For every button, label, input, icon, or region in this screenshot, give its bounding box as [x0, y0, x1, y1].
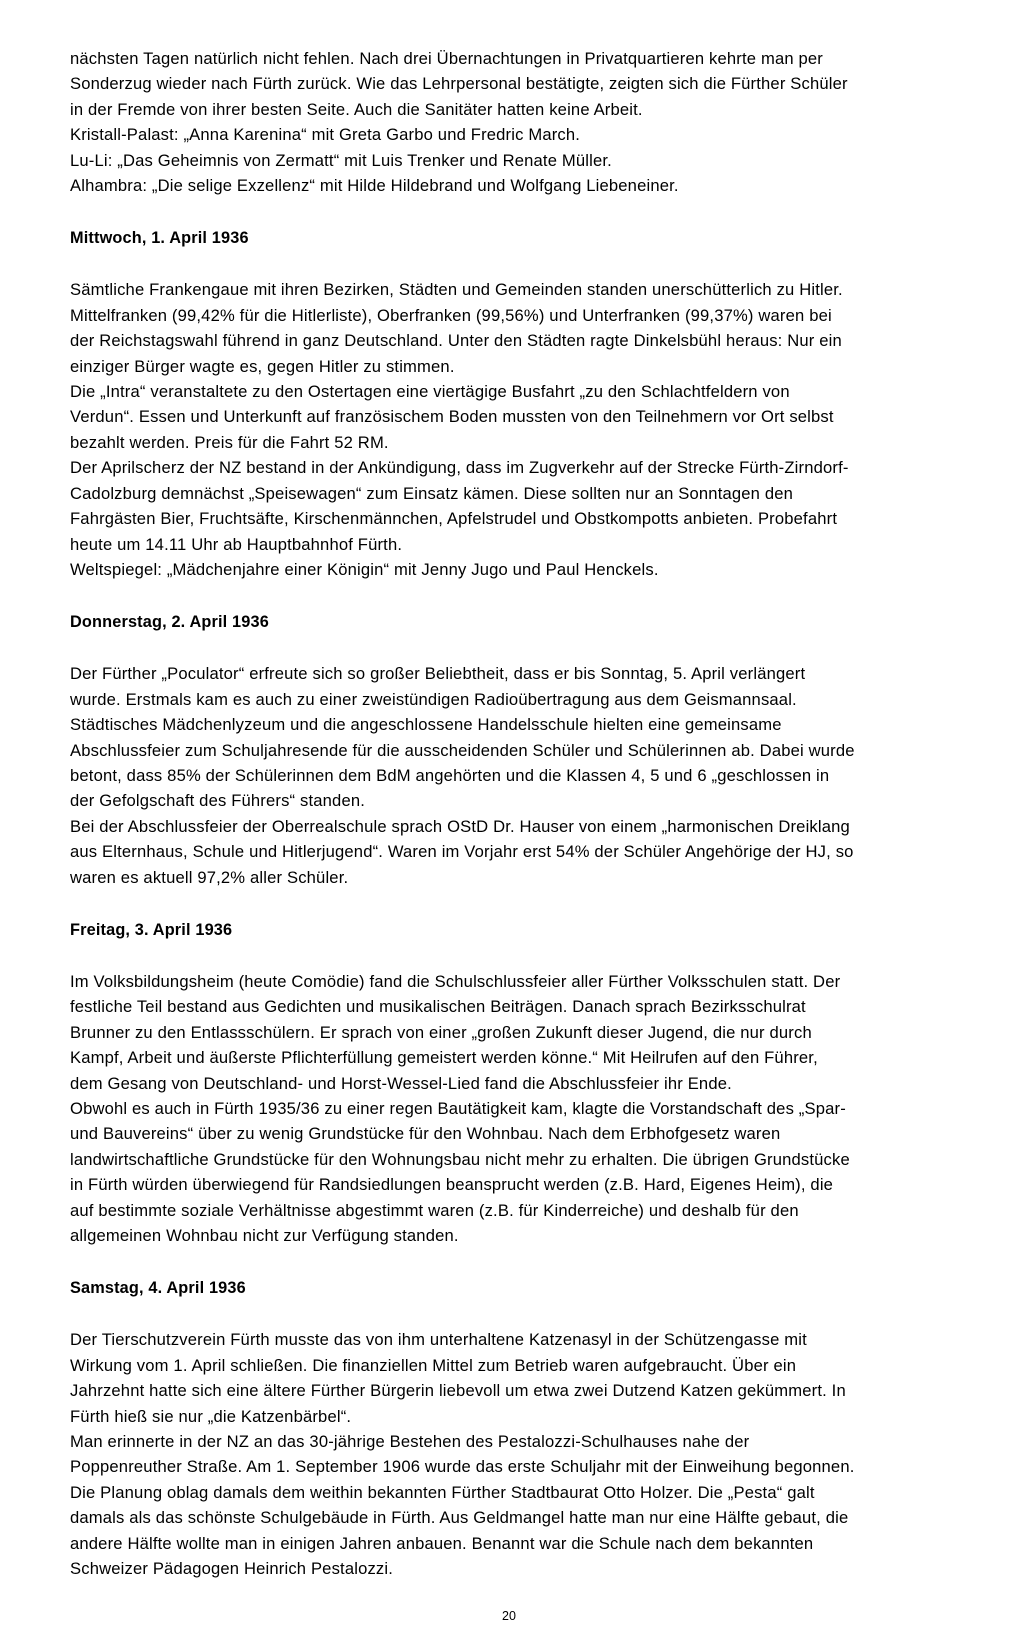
paragraph-line: Schweizer Pädagogen Heinrich Pestalozzi.: [70, 1559, 394, 1579]
paragraph-line: dem Gesang von Deutschland- und Horst-Wessel-Lied fand die Abschlussfeier ihr Ende.: [70, 1073, 732, 1093]
paragraph-line: Städtisches Mädchenlyzeum und die angeschlossene Handelsschule hielten eine gemeinsame: [70, 715, 782, 735]
paragraph-line: der Gefolgschaft des Führers“ standen.: [70, 791, 366, 811]
heading-text: Mittwoch, 1. April 1936: [70, 229, 249, 248]
paragraph-line: Kampf, Arbeit und äußerste Pflichterfüllung gemeistert werden könne.“ Mit Heilrufen auf den Führer,: [70, 1048, 818, 1068]
heading-text: Freitag, 3. April 1936: [70, 920, 233, 939]
text-block: [70, 46, 928, 198]
paragraph-line: waren es aktuell 97,2% aller Schüler.: [70, 867, 349, 887]
paragraph-line: Jahrzehnt hatte sich eine ältere Fürther Bürgerin liebevoll um etwa zwei Dutzend Katzen gekümmert. In: [70, 1381, 846, 1401]
section-heading-mittwoch: [70, 226, 928, 251]
page-number: 20: [502, 1608, 516, 1623]
paragraph-line: wurde. Erstmals kam es auch zu einer zweistündigen Radioübertragung aus dem Geismannsaal.: [70, 689, 797, 709]
paragraph-line: Der Tierschutzverein Fürth musste das von ihm unterhaltene Katzenasyl in der Schützengasse mit: [70, 1330, 807, 1350]
paragraph-line: Die „Intra“ veranstaltete zu den Ostertagen eine viertägige Busfahrt „zu den Schlachtfeldern von: [70, 382, 790, 402]
paragraph-line: Cadolzburg demnächst „Speisewagen“ zum Einsatz kämen. Diese sollten nur an Sonntagen den: [70, 483, 794, 503]
text-block: [70, 1327, 928, 1581]
paragraph-line: Verdun“. Essen und Unterkunft auf französischem Boden mussten von den Teilnehmern vor Ort selbst: [70, 407, 834, 427]
paragraph-line: Sämtliche Frankengaue mit ihren Bezirken, Städten und Gemeinden standen unerschütterlich zu Hitler.: [70, 280, 843, 300]
paragraph-line: damals als das schönste Schulgebäude in Fürth. Aus Geldmangel hatte man nur eine Hälfte gebaut, die: [70, 1508, 849, 1528]
section-heading-donnerstag: [70, 610, 928, 635]
paragraph-line: betont, dass 85% der Schülerinnen dem BdM angehörten und die Klassen 4, 5 und 6 „geschlossen in: [70, 765, 830, 785]
paragraph-line: Abschlussfeier zum Schuljahresende für die ausscheidenden Schüler und Schülerinnen ab. Dabei wurde: [70, 740, 855, 760]
paragraph-line: Obwohl es auch in Fürth 1935/36 zu einer regen Bautätigkeit kam, klagte die Vorstandschaft des „Spar-: [70, 1099, 846, 1118]
paragraph-line: Die Planung oblag damals dem weithin bekannten Fürther Stadtbaurat Otto Holzer. Die „Pesta“ galt: [70, 1482, 815, 1502]
paragraph-line: in der Fremde von ihrer besten Seite. Auch die Sanitäter hatten keine Arbeit.: [70, 99, 643, 119]
paragraph-line: der Reichstagswahl führend in ganz Deutschland. Unter den Städten ragte Dinkelsbühl heraus: Nur ein: [70, 331, 842, 351]
heading-text: Samstag, 4. April 1936: [70, 1279, 246, 1298]
paragraph-line: Lu-Li: „Das Geheimnis von Zermatt“ mit Luis Trenker und Renate Müller.: [70, 150, 612, 170]
paragraph-line: festliche Teil bestand aus Gedichten und musikalischen Beiträgen. Danach sprach Bezirksschulrat: [70, 997, 806, 1017]
paragraph-line: Der Fürther „Poculator“ erfreute sich so großer Beliebtheit, dass er bis Sonntag, 5. April verlängert: [70, 664, 806, 684]
paragraph-line: nächsten Tagen natürlich nicht fehlen. Nach drei Übernachtungen in Privatquartieren kehrte man per: [70, 49, 823, 68]
paragraph-line: Fürth hieß sie nur „die Katzenbärbel“.: [70, 1406, 352, 1426]
paragraph-line: Kristall-Palast: „Anna Karenina“ mit Greta Garbo und Fredric March.: [70, 125, 581, 145]
paragraph-line: auf bestimmte soziale Verhältnisse abgestimmt waren (z.B. für Kinderreiche) und deshalb für den: [70, 1200, 799, 1220]
paragraph-line: Man erinnerte in der NZ an das 30-jährige Bestehen des Pestalozzi-Schulhauses nahe der: [70, 1432, 750, 1452]
paragraph-line: bezahlt werden. Preis für die Fahrt 52 RM.: [70, 432, 389, 452]
paragraph-line: Mittelfranken (99,42% für die Hitlerliste), Oberfranken (99,56%) und Unterfranken (99,37%) waren bei: [70, 305, 832, 325]
paragraph-line: Poppenreuther Straße. Am 1. September 1906 wurde das erste Schuljahr mit der Einweihung begonnen.: [70, 1457, 855, 1477]
paragraph-line: Sonderzug wieder nach Fürth zurück. Wie das Lehrpersonal bestätigte, zeigten sich die Fürther Schüler: [70, 74, 848, 94]
paragraph-line: heute um 14.11 Uhr ab Hauptbahnhof Fürth.: [70, 534, 403, 554]
paragraph-line: allgemeinen Wohnbau nicht zur Verfügung standen.: [70, 1226, 459, 1246]
paragraph-line: Weltspiegel: „Mädchenjahre einer Königin“ mit Jenny Jugo und Paul Henckels.: [70, 559, 659, 579]
paragraph-line: Fahrgästen Bier, Fruchtsäfte, Kirschenmännchen, Apfelstrudel und Obstkompotts anbieten. Probefahrt: [70, 509, 838, 529]
paragraph-line: landwirtschaftliche Grundstücke für den Wohnungsbau nicht mehr zu erhalten. Die übrigen Grundstücke: [70, 1149, 850, 1169]
section-heading-freitag: [70, 918, 928, 943]
paragraph-line: und Bauvereins“ über zu wenig Grundstücke für den Wohnbau. Nach dem Erbhofgesetz waren: [70, 1124, 781, 1144]
paragraph-line: Bei der Abschlussfeier der Oberrealschule sprach OStD Dr. Hauser von einem „harmonischen Dreiklang: [70, 816, 850, 836]
text-block: [70, 969, 928, 1248]
text-block: [70, 277, 928, 582]
paragraph-line: in Fürth würden überwiegend für Randsiedlungen beansprucht werden (z.B. Hard, Eigenes Heim), die: [70, 1175, 834, 1195]
heading-text: Donnerstag, 2. April 1936: [70, 613, 269, 632]
paragraph-line: einziger Bürger wagte es, gegen Hitler zu stimmen.: [70, 356, 455, 376]
section-heading-samstag: [70, 1276, 928, 1301]
paragraph-line: aus Elternhaus, Schule und Hitlerjugend“. Waren im Vorjahr erst 54% der Schüler Angehörige der HJ, so: [70, 842, 854, 862]
text-block: [70, 661, 928, 890]
paragraph-line: Brunner zu den Entlassschülern. Er sprach von einer „großen Zukunft dieser Jugend, die nur durch: [70, 1022, 812, 1042]
paragraph-line: Alhambra: „Die selige Exzellenz“ mit Hilde Hildebrand und Wolfgang Liebeneiner.: [70, 176, 679, 196]
paragraph-line: Im Volksbildungsheim (heute Comödie) fand die Schulschlussfeier aller Fürther Volksschulen statt. Der: [70, 971, 841, 991]
paragraph-line: Wirkung vom 1. April schließen. Die finanziellen Mittel zum Betrieb waren aufgebraucht. Über ein: [70, 1355, 797, 1375]
paragraph-line: andere Hälfte wollte man in einigen Jahren anbauen. Benannt war die Schule nach dem bekannten: [70, 1533, 814, 1553]
paragraph-line: Der Aprilscherz der NZ bestand in der Ankündigung, dass im Zugverkehr auf der Strecke Fürth-Zirndorf-: [70, 458, 849, 478]
